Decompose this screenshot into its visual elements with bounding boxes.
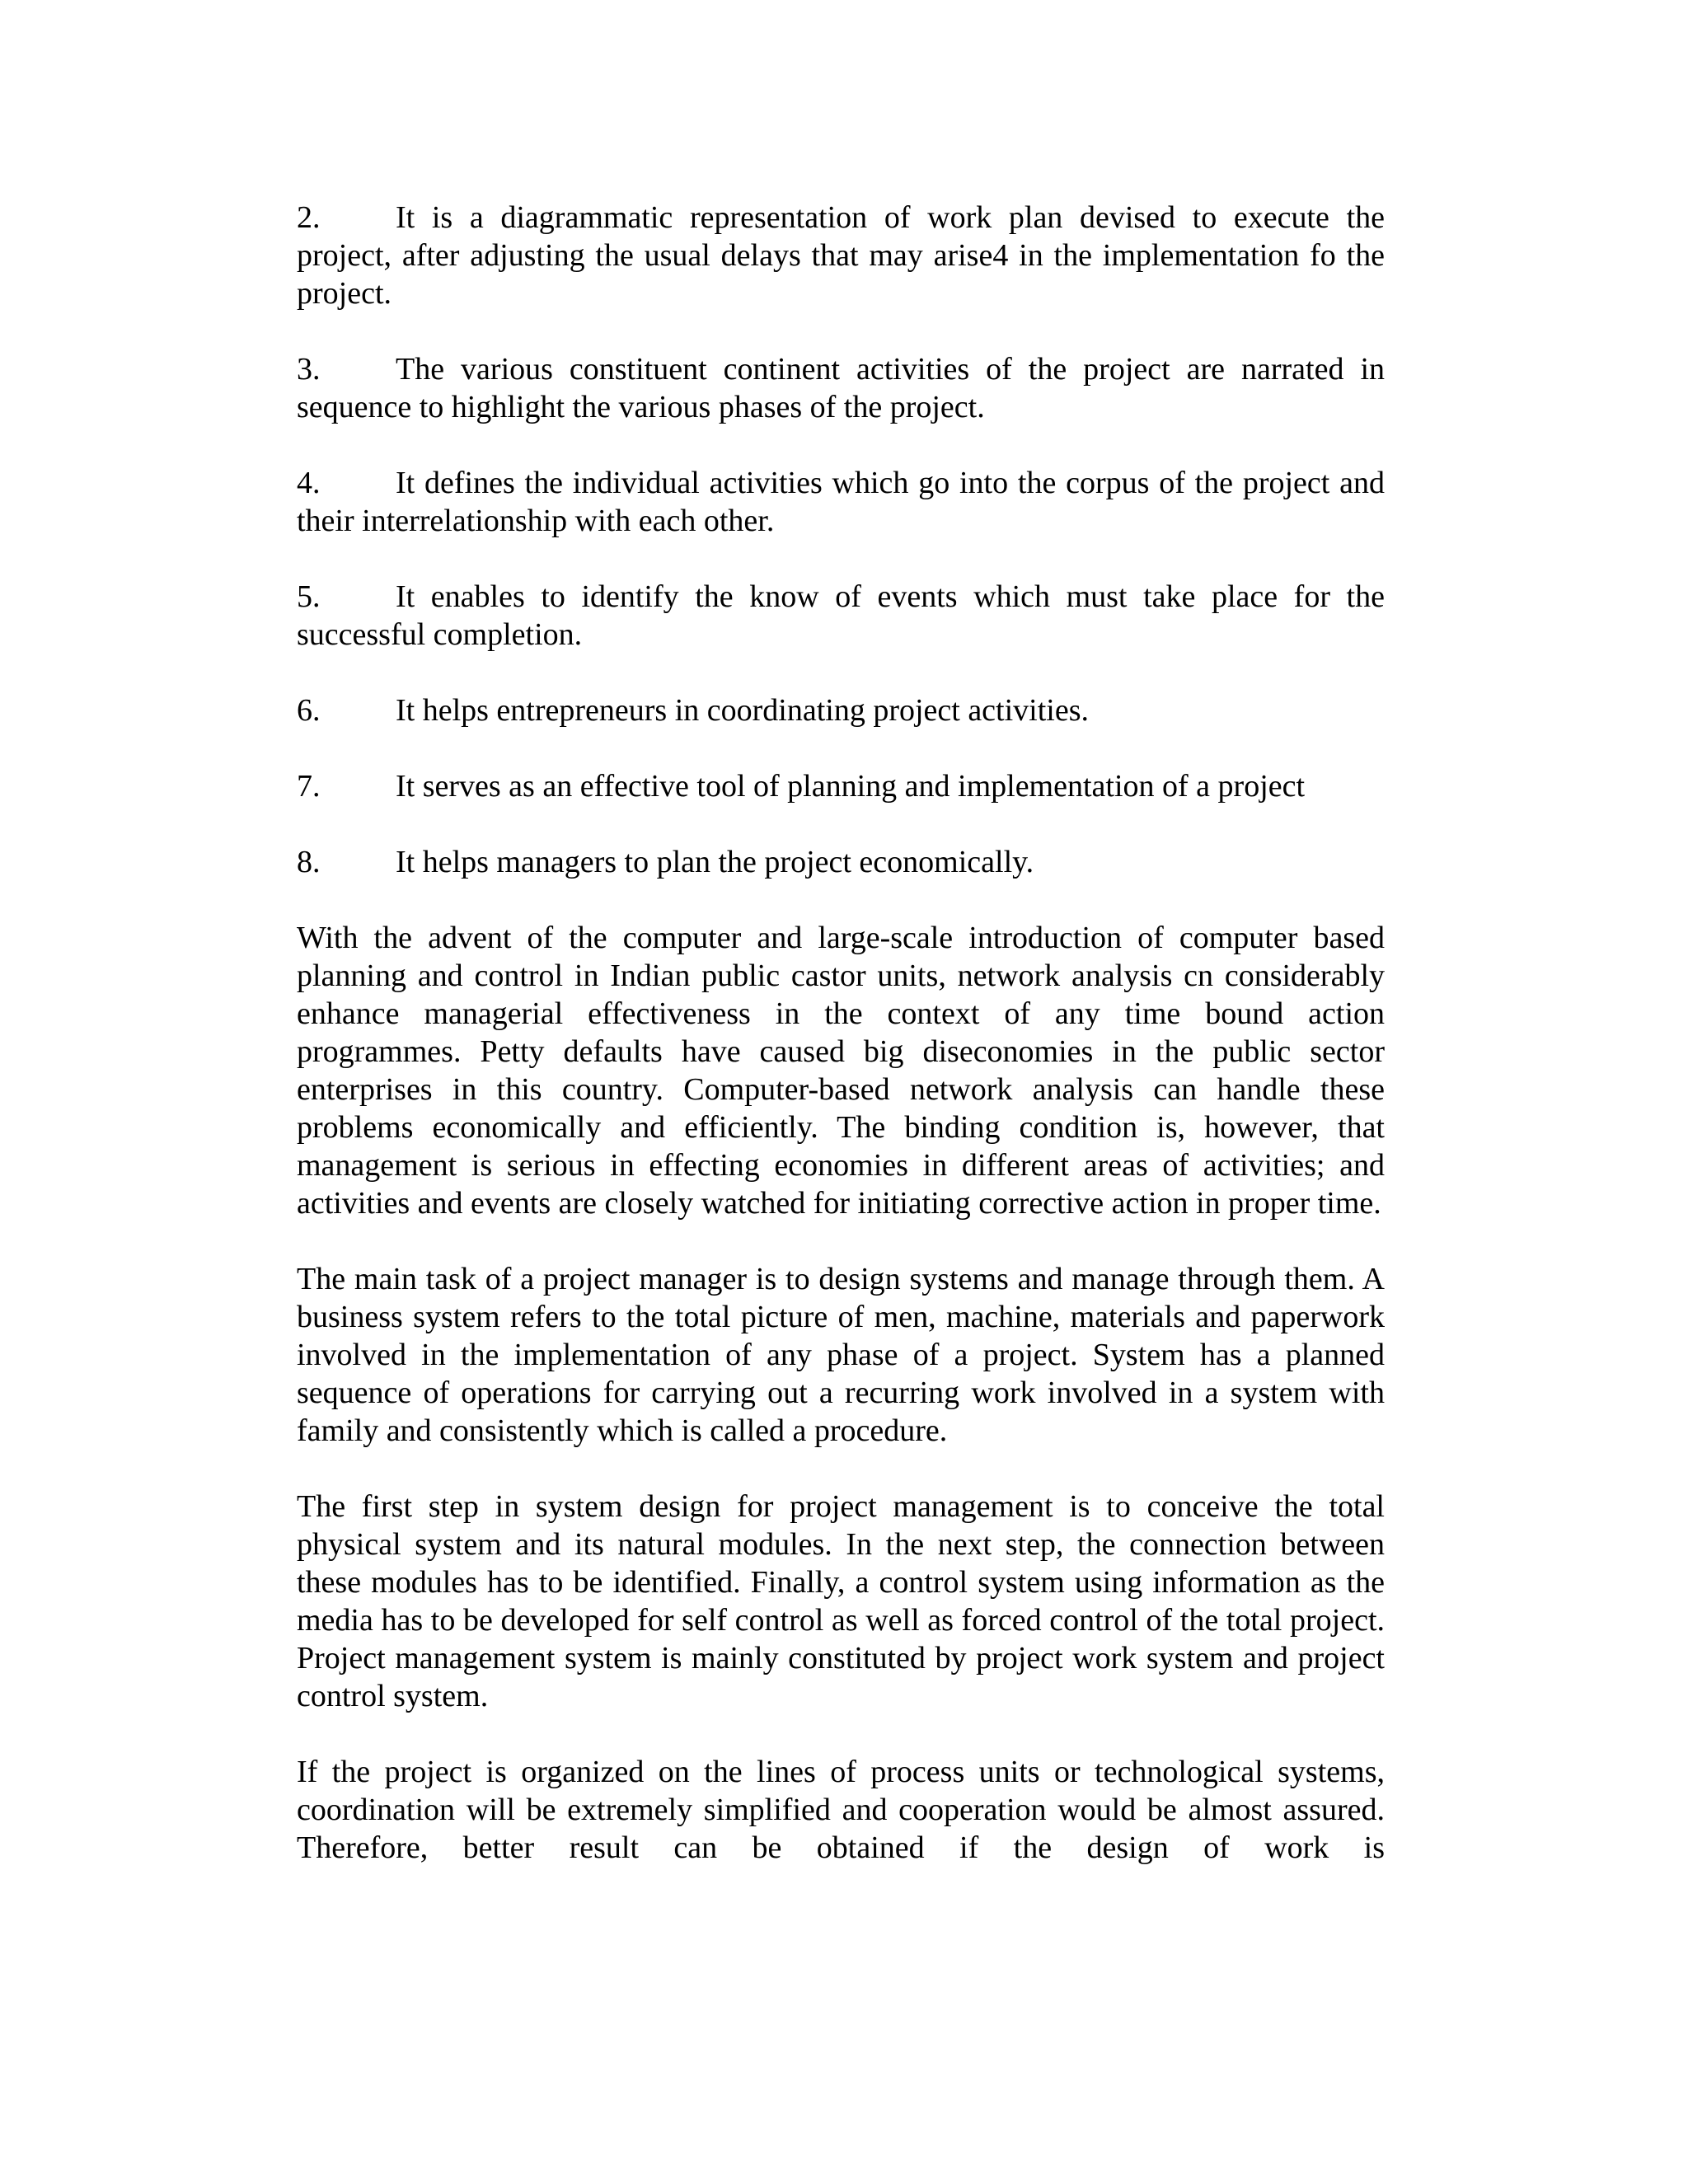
list-number: 3. <box>297 352 321 387</box>
list-item-3 <box>297 350 1385 426</box>
page-content <box>297 199 1385 1905</box>
list-number: 4. <box>297 466 321 500</box>
paragraph-network-analysis: With the advent of the computer and large-scale introduction of computer based planning and control in Indian public castor units, network analysis cn considerably enhance managerial effectiveness in the context of any time bound action programmes. Petty defaults have caused big diseconomies in the public sector enterprises in this country. Computer-based network analysis can handle these problems economically and efficiently. The binding condition is, however, that management is serious in effecting economies in different areas of activities; and activities and events are closely watched for initiating corrective action in proper time. <box>297 921 1385 1221</box>
list-number: 6. <box>297 693 321 728</box>
list-text: It helps managers to plan the project economically. <box>396 845 1034 879</box>
list-text: It serves as an effective tool of planning and implementation of a project <box>396 769 1306 804</box>
list-item-8 <box>297 843 1385 881</box>
list-item-2 <box>297 199 1385 312</box>
list-text: It enables to identify the know of events which must take place for the successful completion. <box>297 579 1385 652</box>
paragraph-project-manager: The main task of a project manager is to design systems and manage through them. A business system refers to the total picture of men, machine, materials and paperwork involved in the implementation of any phase of a project. System has a planned sequence of operations for carrying out a recurring work involved in a system with family and consistently which is called a procedure. <box>297 1262 1385 1448</box>
list-number: 2. <box>297 200 321 235</box>
list-number: 5. <box>297 579 321 614</box>
list-number: 7. <box>297 769 321 804</box>
paragraph-process-units: If the project is organized on the lines of process units or technological systems, coordination will be extremely simplified and cooperation would be almost assured. Therefore, better result can be obtained if the design of work is <box>297 1755 1385 1865</box>
list-text: The various constituent continent activities of the project are narrated in sequence to highlight the various phases of the project. <box>297 352 1385 424</box>
list-text: It is a diagrammatic representation of work plan devised to execute the project, after adjusting the usual delays that may arise4 in the implementation fo the project. <box>297 200 1385 311</box>
list-text: It defines the individual activities which go into the corpus of the project and their interrelationship with each other. <box>297 466 1385 538</box>
list-item-6 <box>297 691 1385 729</box>
list-item-5 <box>297 578 1385 654</box>
list-item-4 <box>297 464 1385 540</box>
list-number: 8. <box>297 845 321 879</box>
paragraph-system-design: The first step in system design for project management is to conceive the total physical system and its natural modules. In the next step, the connection between these modules has to be identified. Finally, a control system using information as the media has to be developed for self control as well as forced control of the total project. Project management system is mainly constituted by project work system and project control system. <box>297 1489 1385 1713</box>
list-text: It helps entrepreneurs in coordinating project activities. <box>396 693 1089 728</box>
list-item-7 <box>297 767 1385 805</box>
